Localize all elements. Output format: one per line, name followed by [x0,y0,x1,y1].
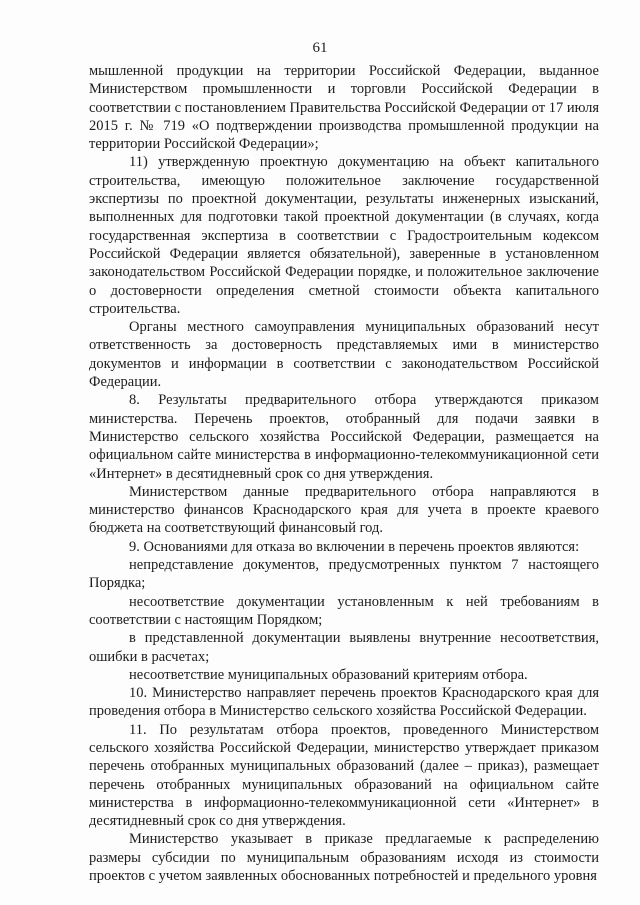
paragraph-10: несоответствие муниципальных образований критериям отбора. [129,666,528,683]
paragraph-2: 11) утвержденную проектную документацию на объект капитального строительства, имеющую положительное заключение государственной экспертизы по проектной документации, результаты инженерных изысканий, выполненных для подготовки такой проектной документации (в случаях, когда государственная экспертиза в соответствии с Градостроительным кодексом Российской Федерации является обязательной), заверенные в установленном законодательством Российской Федерации порядке, и положительное заключение о достоверности определения сметной стоимости объекта капитального строительства. [89,154,599,317]
body-text [89,62,599,885]
paragraph-5: Министерством данные предварительного отбора направляются в министерство финансов Краснодарского края для учета в проекте краевого бюджета на соответствующий финансовый год. [89,483,599,537]
page-number: 61 [312,40,328,56]
paragraph-7: непредставление документов, предусмотренных пунктом 7 настоящего Порядка; [89,557,599,592]
paragraph-13: Министерство указывает в приказе предлагаемые к распределению размеры субсидии по муниципальным образованиям исходя из стоимости проектов с учетом заявленных обоснованных потребностей и предельного уровня [89,831,599,885]
paragraph-11: 10. Министерство направляет перечень проектов Краснодарского края для проведения отбора в Министерство сельского хозяйства Российской Федерации. [89,685,599,720]
paragraph-9: в представленной документации выявлены внутренние несоответствия, ошибки в расчетах; [89,630,599,665]
paragraph-4: 8. Результаты предварительного отбора утверждаются приказом министерства. Перечень проектов, отобранный для подачи заявки в Министерство сельского хозяйства Российской Федерации, размещается на официальном сайте министерства в информационно-телекоммуникационной сети «Интернет» в десятидневный срок со дня утверждения. [89,392,599,482]
paragraph-8: несоответствие документации установленным к ней требованиям в соответствии с настоящим Порядком; [89,593,599,628]
paragraph-6: 9. Основаниями для отказа во включении в перечень проектов являются: [129,538,580,555]
paragraph-12: 11. По результатам отбора проектов, проведенного Министерством сельского хозяйства Российской Федерации, министерство утверждает приказом перечень отобранных муниципальных образований (далее – приказ), размещает перечень отобранных муниципальных образований на официальном сайте министерства в информационно-телекоммуникационной сети «Интернет» в десятидневный срок со дня утверждения. [89,721,599,830]
paragraph-3: Органы местного самоуправления муниципальных образований несут ответственность за достоверность представляемых ими в министерство документов и информации в соответствии с законодательством Российской Федерации. [89,319,599,391]
paragraph-1: мышленной продукции на территории Российской Федерации, выданное Министерством промышленности и торговли Российской Федерации в соответствии с постановлением Правительства Российской Федерации от 17 июля 2015 г. № 719 «О подтверждении производства промышленной продукции на территории Российской Федерации»; [89,63,599,153]
